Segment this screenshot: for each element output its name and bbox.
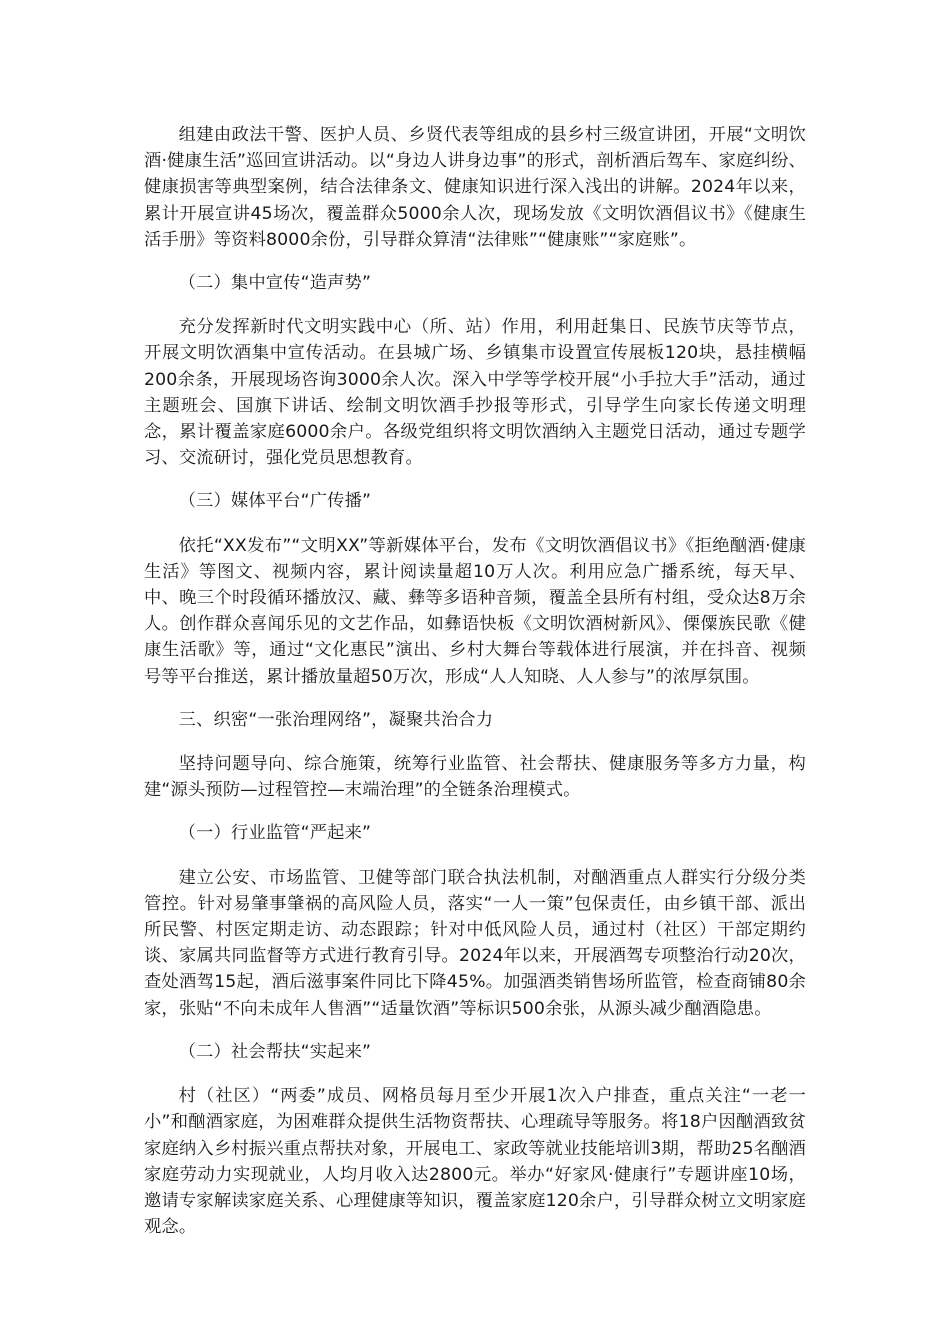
paragraph-concentrated-publicity: 充分发挥新时代文明实践中心（所、站）作用，利用赶集日、民族节庆等节点，开展文明饮酒集中宣传活动。在县城广场、乡镇集市设置宣传展板120块，悬挂横幅200余条，开展现场咨询3000余人次。深入中学等学校开展“小手拉大手”活动，通过主题班会、国旗下讲话、绘制文明饮酒手抄报等形式，引导学生向家长传递文明理念，累计覆盖家庭6000余户。各级党组织将文明饮酒纳入主题党日活动，通过专题学习、交流研讨，强化党员思想教育。: [144, 317, 806, 469]
document-page: [144, 122, 806, 1240]
heading-media-platform: （三）媒体平台“广传播”: [178, 491, 372, 512]
paragraph-social-assistance: 村（社区）“两委”成员、网格员每月至少开展1次入户排查，重点关注“一老一小”和酗酒家庭，为困难群众提供生活物资帮扶、心理疏导等服务。将18户因酗酒致贫家庭纳入乡村振兴重点帮扶对象，开展电工、家政等就业技能培训3期，帮助25名酗酒家庭劳动力实现就业，人均月收入达2800元。举办“好家风·健康行”专题讲座10场，邀请专家解读家庭关系、心理健康等知识，覆盖家庭120余户，引导群众树立文明家庭观念。: [144, 1086, 806, 1238]
heading-concentrated-publicity: （二）集中宣传“造声势”: [178, 273, 372, 294]
paragraph-industry-supervision: 建立公安、市场监管、卫健等部门联合执法机制，对酗酒重点人群实行分级分类管控。针对易肇事肇祸的高风险人员，落实“一人一策”包保责任，由乡镇干部、派出所民警、村医定期走访、动态跟踪；针对中低风险人员，通过村（社区）干部定期约谈、家属共同监督等方式进行教育引导。2024年以来，开展酒驾专项整治行动20次，查处酒驾15起，酒后滋事案件同比下降45%。加强酒类销售场所监管，检查商铺80余家，张贴“不向未成年人售酒”“适量饮酒”等标识500余张，从源头减少酗酒隐患。: [144, 867, 806, 1019]
heading-social-assistance: （二）社会帮扶“实起来”: [178, 1041, 372, 1062]
heading-governance-network: 三、织密“一张治理网络”，凝聚共治合力: [178, 709, 494, 730]
paragraph-governance-network: 坚持问题导向、综合施策，统筹行业监管、社会帮扶、健康服务等多方力量，构建“源头预防—过程管控—末端治理”的全链条治理模式。: [144, 754, 806, 801]
paragraph-propaganda-team: 组建由政法干警、医护人员、乡贤代表等组成的县乡村三级宣讲团，开展“文明饮酒·健康生活”巡回宣讲活动。以“身边人讲身边事”的形式，剖析酒后驾车、家庭纠纷、健康损害等典型案例，结合法律条文、健康知识进行深入浅出的讲解。2024年以来，累计开展宣讲45场次，覆盖群众5000余人次，现场发放《文明饮酒倡议书》《健康生活手册》等资料8000余份，引导群众算清“法律账”“健康账”“家庭账”。: [144, 125, 806, 250]
paragraph-media-platform: 依托“XX发布”“文明XX”等新媒体平台，发布《文明饮酒倡议书》《拒绝酗酒·健康生活》等图文、视频内容，累计阅读量超10万人次。利用应急广播系统，每天早、中、晚三个时段循环播放汉、藏、彝等多语种音频，覆盖全县所有村组，受众达8万余人。创作群众喜闻乐见的文艺作品，如彝语快板《文明饮酒树新风》、傈僳族民歌《健康生活歌》等，通过“文化惠民”演出、乡村大舞台等载体进行展演，并在抖音、视频号等平台推送，累计播放量超50万次，形成“人人知晓、人人参与”的浓厚氛围。: [144, 535, 806, 687]
heading-industry-supervision: （一）行业监管“严起来”: [178, 823, 372, 844]
